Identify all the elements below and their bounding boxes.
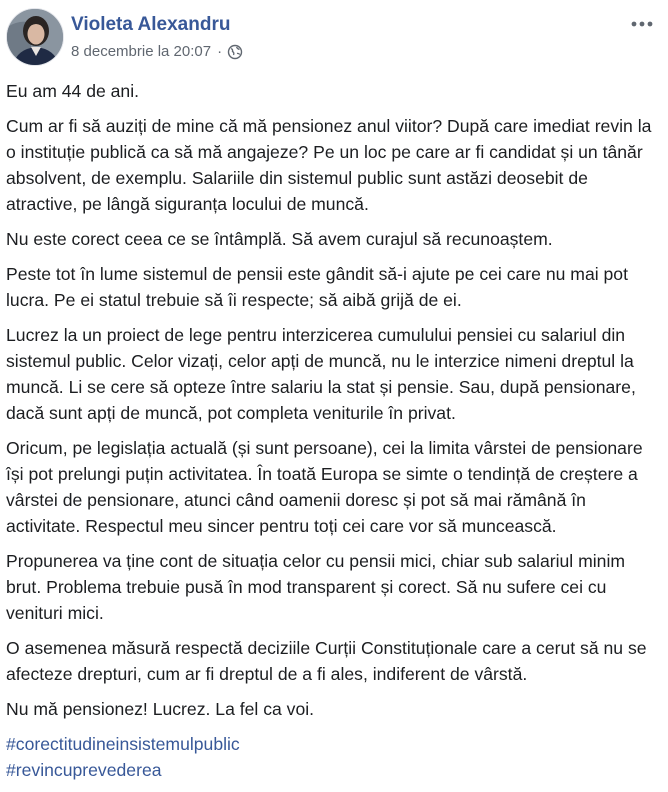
post-meta [71, 43, 243, 60]
post-paragraph: Nu este corect ceea ce se întâmplă. Să avem curajul să recunoaștem. [6, 229, 553, 249]
hashtag-link[interactable]: #corectitudineinsistemulpublic [6, 734, 240, 754]
meta-separator: · [217, 43, 223, 60]
post-timestamp[interactable]: 8 decembrie la 20:07 [71, 43, 212, 60]
post-paragraph: Lucrez la un proiect de lege pentru interzicerea cumulului pensiei cu salariul din sistemul public. Celor vizați, celor apți de muncă, nu le interzice nimeni dreptul la muncă. Li se cere să opteze între salariu la stat și pensie. Sau, după pensionare, dacă sunt apți de muncă, pot completa veniturile în privat. [6, 325, 636, 423]
hashtag-list [6, 731, 656, 783]
author-avatar[interactable] [6, 8, 64, 66]
post-paragraph: Propunerea va ține cont de situația celor cu pensii mici, chiar sub salariul minim brut. Problema trebuie pusă în mod transparent și corect. Să nu sufere cei cu venituri mici. [6, 551, 626, 623]
author-name[interactable]: Violeta Alexandru [71, 14, 231, 35]
avatar-portrait-icon [7, 9, 63, 65]
post-body [6, 78, 656, 783]
post-paragraph: Oricum, pe legislația actuală (și sunt persoane), cei la limita vârstei de pensionare își pot prelungi puțin activitatea. În toată Europa se simte o tendință de creștere a vârstei de pensionare, atunci când oamenii doresc și pot să mai rămână în activitate. Respectul meu sincer pentru toți cei care vor să muncească. [6, 438, 643, 536]
post-paragraph: Eu am 44 de ani. [6, 81, 140, 101]
post-paragraph: Nu mă pensionez! Lucrez. La fel ca voi. [6, 699, 315, 719]
globe-icon[interactable] [227, 44, 243, 60]
post-paragraph: Peste tot în lume sistemul de pensii este gândit să-i ajute pe cei care nu mai pot lucra. Pe ei statul trebuie să îi respecte; să aibă grijă de ei. [6, 264, 628, 310]
post-paragraph: Cum ar fi să auziți de mine că mă pensionez anul viitor? După care imediat revin la o instituție publică ca să mă angajeze? Pe un loc pe care ar fi candidat și un tânăr absolvent, de exemplu. Salariile din sistemul public sunt astăzi deosebit de atractive, pe lângă siguranța locului de muncă. [6, 116, 652, 214]
hashtag-link[interactable]: #revincuprevederea [6, 760, 162, 780]
more-options-icon[interactable] [628, 14, 656, 34]
post-paragraph: O asemenea măsură respectă deciziile Curții Constituționale care a cerut să nu se afecteze drepturi, cum ar fi dreptul de a fi ales, indiferent de vârstă. [6, 638, 647, 684]
post-header [6, 8, 662, 68]
